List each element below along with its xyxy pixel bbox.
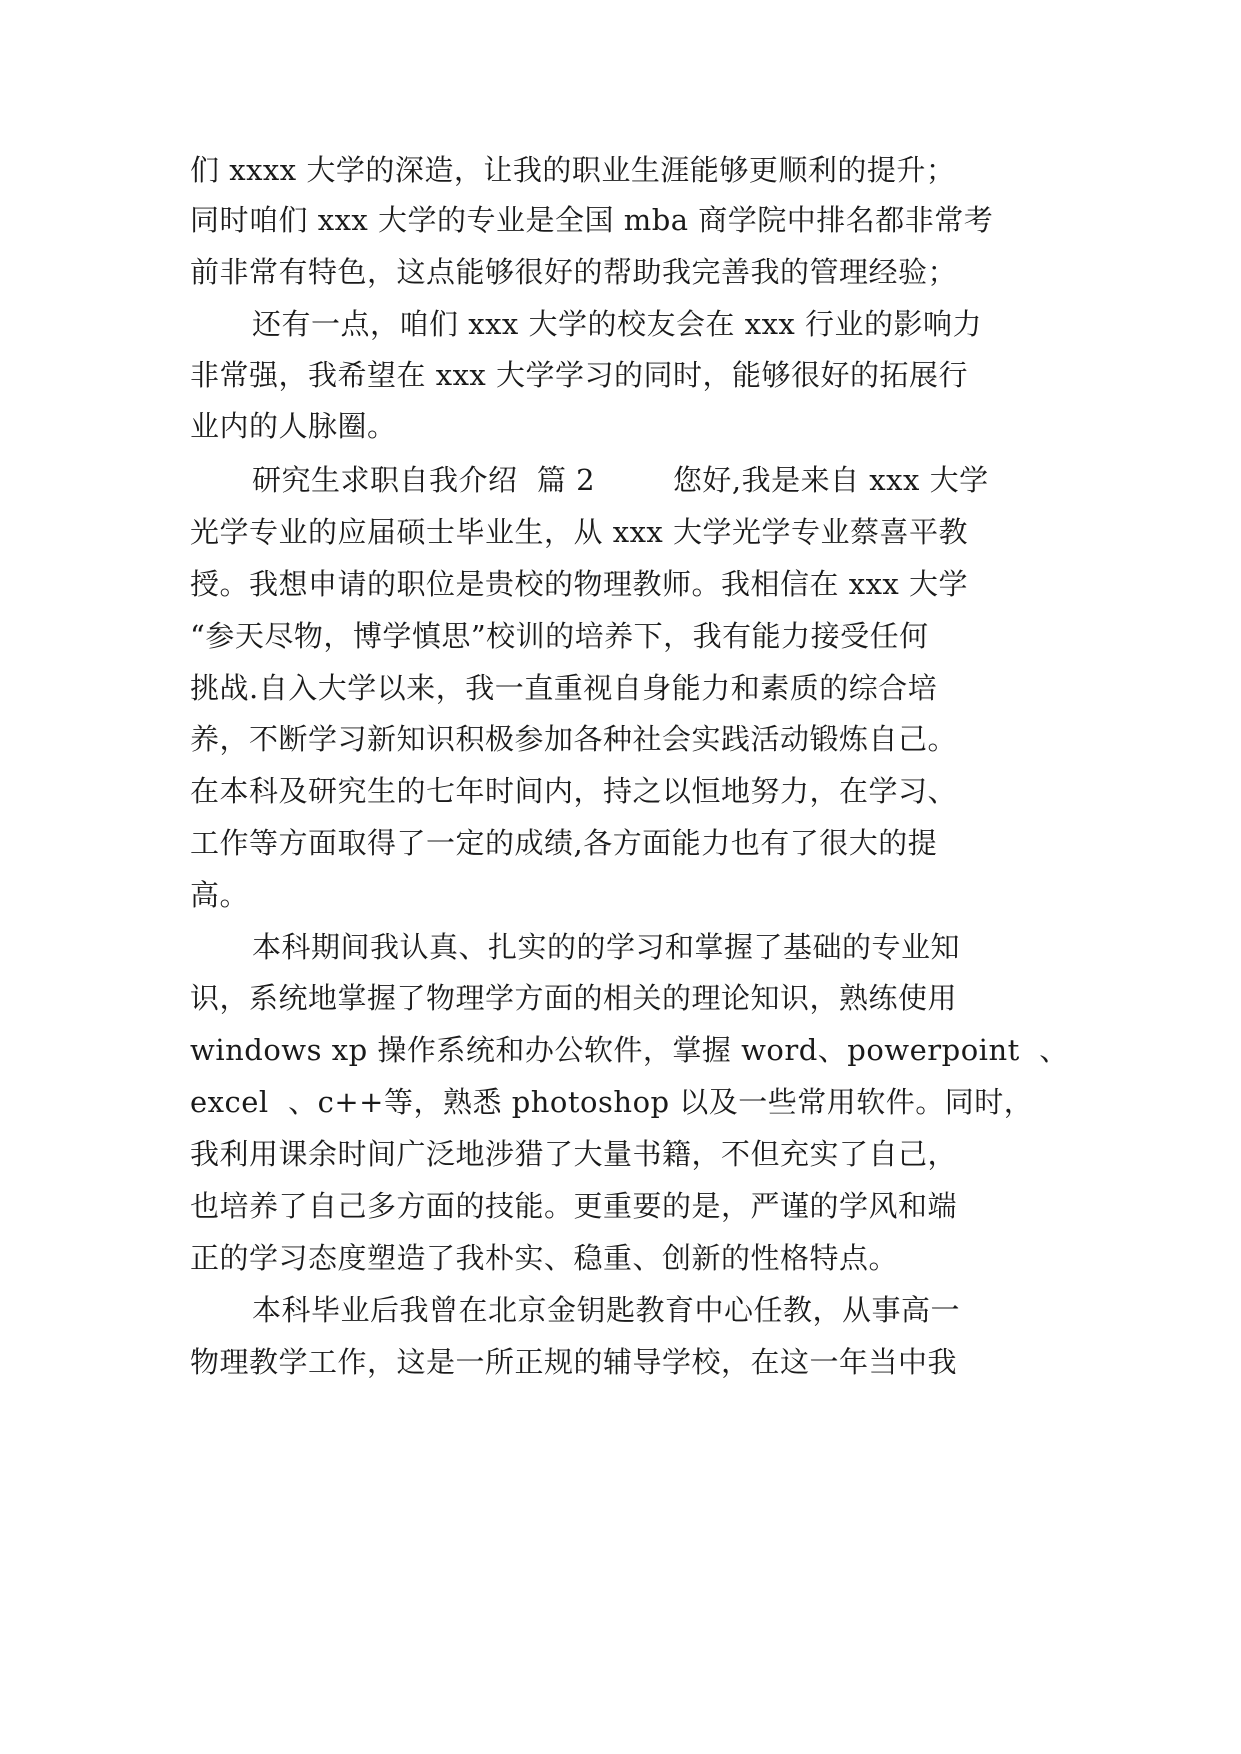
text-line: excel 、c++等，熟悉 photoshop 以及一些常用软件。同时， bbox=[190, 1085, 1034, 1119]
text-line: 正的学习态度塑造了我朴实、稳重、创新的性格特点。 bbox=[190, 1241, 899, 1275]
text-line: 同时咱们 xxx 大学的专业是全国 mba 商学院中排名都非常考 bbox=[190, 203, 994, 237]
section-heading-line: 研究生求职自我介绍 篇 2 您好,我是来自 xxx 大学 bbox=[252, 463, 989, 497]
text-line: 我利用课余时间广泛地涉猎了大量书籍，不但充实了自己， bbox=[190, 1137, 958, 1171]
text-line: 高。 bbox=[190, 878, 250, 912]
text-line: 前非常有特色，这点能够很好的帮助我完善我的管理经验； bbox=[190, 255, 958, 289]
text-line: 们 xxxx 大学的深造，让我的职业生涯能够更顺利的提升； bbox=[190, 153, 956, 187]
paragraph-start-line: 还有一点，咱们 xxx 大学的校友会在 xxx 行业的影响力 bbox=[252, 307, 983, 341]
text-line: 也培养了自己多方面的技能。更重要的是，严谨的学风和端 bbox=[190, 1189, 958, 1223]
text-line: 光学专业的应届硕士毕业生，从 xxx 大学光学专业蔡喜平教 bbox=[190, 515, 969, 549]
text-line: 挑战.自入大学以来，我一直重视自身能力和素质的综合培 bbox=[190, 671, 938, 705]
paragraph-start-line: 本科期间我认真、扎实的的学习和掌握了基础的专业知 bbox=[252, 930, 961, 964]
text-line: 工作等方面取得了一定的成绩,各方面能力也有了很大的提 bbox=[190, 826, 938, 860]
text-line: 非常强，我希望在 xxx 大学学习的同时，能够很好的拓展行 bbox=[190, 358, 969, 392]
text-line: 养，不断学习新知识积极参加各种社会实践活动锻炼自己。 bbox=[190, 722, 958, 756]
text-line: 授。我想申请的职位是贵校的物理教师。我相信在 xxx 大学 bbox=[190, 567, 969, 601]
text-line: 业内的人脉圈。 bbox=[190, 409, 397, 443]
text-line: windows xp 操作系统和办公软件，掌握 word、powerpoint 、 bbox=[190, 1033, 1069, 1067]
text-line: 在本科及研究生的七年时间内，持之以恒地努力，在学习、 bbox=[190, 774, 958, 808]
text-line: “参天尽物，博学慎思”校训的培养下，我有能力接受任何 bbox=[190, 619, 929, 653]
text-line: 识，系统地掌握了物理学方面的相关的理论知识，熟练使用 bbox=[190, 981, 958, 1015]
text-line: 物理教学工作，这是一所正规的辅导学校，在这一年当中我 bbox=[190, 1345, 958, 1379]
paragraph-start-line: 本科毕业后我曾在北京金钥匙教育中心任教，从事高一 bbox=[252, 1293, 961, 1327]
